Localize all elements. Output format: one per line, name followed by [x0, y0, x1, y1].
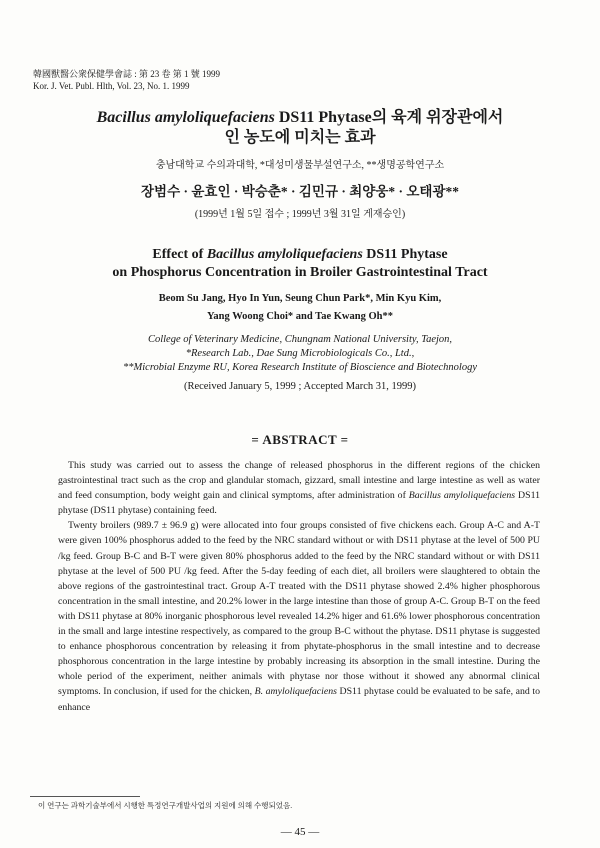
korean-authors: 장범수 · 윤효인 · 박승춘* · 김민규 · 최양웅* · 오태광** — [141, 184, 459, 199]
english-authors-line2: Yang Woong Choi* and Tae Kwang Oh** — [207, 311, 393, 322]
korean-affiliation: 충남대학교 수의과대학, *대성미생물부설연구소, **생명공학연구소 — [155, 160, 445, 171]
journal-line-english: Kor. J. Vet. Publ. Hlth, Vol. 23, No. 1. 1999 — [33, 81, 190, 91]
abstract-paragraph-2: Twenty broilers (989.7 ± 96.9 g) were allocated into four groups consisted of five chickens each. Group A-C and A-T were given 100% phosphorus added to the feed by the NRC standard without or with DS11 phytase at the level of 500 PU /kg feed. Group B-C and B-T were given 80% phosphorus added to the feed by the NRC standard without or with DS11 phytase at the level of 500 PU /kg feed. After the 5-day feeding of each diet, all broilers were slaughtered to obtain the above regions of the gastrointestinal tract. Group A-T treated with the DS11 phytase showed 2.4% higher phosphorous concentration in the small intestine, and 20.2% lower in the large intestine than those of group A-C. Group B-T on the feed with DS11 phytase at 80% inorganic phosphorous level revealed 14.2% higer and 61.6% lower phosphorous concentration in the small and large intestine respectively, as compared to the group B-C without the phytase. DS11 phytase is suggested to enhance phosphorous concentration by releasing it from phytate-phosphorus in the small intestine and to decrease phosphorous concentration in the large intestine by probably increasing its absorption in the small intestine. During the whole period of the experiment, neither animals with phytase nor those without it showed any abnormal clinical symptoms. In conclusion, if used for the chicken, B. amyloliquefaciens DS11 phytase could be evaluated to be safe, and to enhance — [58, 520, 540, 713]
footnote-divider — [30, 796, 140, 797]
english-affiliations — [40, 333, 560, 375]
english-title-rest: DS11 Phytase — [366, 247, 448, 262]
english-title-line2: on Phosphorus Concentration in Broiler Gastrointestinal Tract — [112, 265, 488, 280]
english-affiliation-2: *Research Lab., Dae Sung Microbiologicals Co., Ltd., — [185, 348, 415, 359]
abstract-heading: = ABSTRACT = — [251, 432, 349, 447]
korean-title — [40, 108, 560, 148]
korean-title-rest: DS11 Phytase의 육계 위장관에서 — [278, 109, 504, 126]
english-title-species: Bacillus amyloliquefaciens — [206, 247, 363, 262]
english-authors-line1: Beom Su Jang, Hyo In Yun, Seung Chun Park*, Min Kyu Kim, — [158, 293, 442, 304]
english-affiliation-1: College of Veterinary Medicine, Chungnam National University, Taejon, — [147, 334, 453, 345]
page-number: — 45 — — [280, 826, 320, 838]
english-title-prefix: Effect of — [152, 247, 204, 262]
english-affiliation-3: **Microbial Enzyme RU, Korea Research Institute of Bioscience and Biotechnology — [123, 362, 477, 373]
korean-title-line2: 인 농도에 미치는 효과 — [224, 129, 376, 146]
english-received-date: (Received January 5, 1999 ; Accepted March 31, 1999) — [183, 381, 417, 392]
english-title — [40, 246, 560, 282]
korean-received-date: (1999년 1월 5일 접수 ; 1999년 3월 31일 게재승인) — [194, 209, 406, 220]
footnote: 이 연구는 과학기술부에서 시행한 특정연구개발사업의 지원에 의해 수행되었음. — [38, 801, 293, 810]
journal-header — [33, 68, 220, 92]
english-authors — [40, 290, 560, 326]
abstract-body — [58, 458, 540, 715]
korean-title-species: Bacillus amyloliquefaciens — [96, 109, 275, 126]
abstract-paragraph-1: This study was carried out to assess the change of released phosphorus in the different regions of the chicken gastrointestinal tract such as the crop and glandular stomach, gizzard, small intestine and large intestine as well as water and feed consumption, body weight gain and clinical symptoms, after administration of Bacillus amyloliquefaciens DS11 phytase (DS11 phytase) containing feed. — [58, 460, 540, 517]
journal-line-korean: 韓國獸醫公衆保健學會誌 : 第 23 卷 第 1 號 1999 — [33, 69, 221, 79]
